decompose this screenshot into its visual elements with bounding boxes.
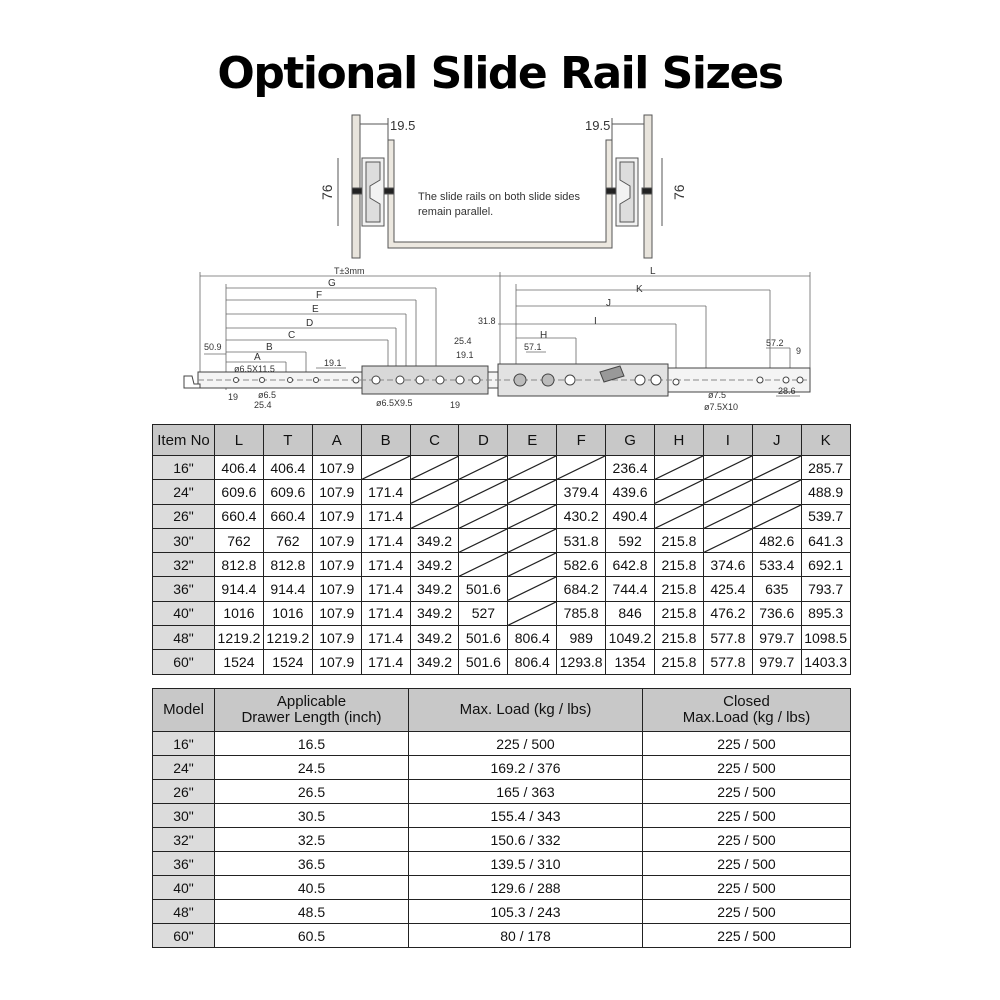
table-row (153, 900, 851, 924)
size-cell (410, 456, 459, 480)
item-no-cell: 30" (153, 528, 215, 552)
empty-cell-slash (508, 505, 556, 528)
load-cell: 48.5 (215, 900, 409, 924)
dim-57-1: 57.1 (524, 342, 542, 352)
table-row (153, 876, 851, 900)
dim-hole-e: ø7.5X10 (704, 402, 739, 412)
size-cell: 406.4 (215, 456, 264, 480)
size-cell: 439.6 (606, 480, 655, 504)
empty-cell-slash (704, 529, 752, 552)
size-cell: 1098.5 (801, 626, 850, 650)
dim-hole-b: ø6.5 (258, 390, 277, 400)
size-cell (508, 456, 557, 480)
size-cell: 374.6 (703, 553, 752, 577)
header-line: Closed (723, 693, 770, 711)
dim-25-4-bottom: 25.4 (254, 400, 272, 410)
size-cell: 812.8 (215, 553, 264, 577)
table-row (153, 780, 851, 804)
size-cell: 1219.2 (215, 626, 264, 650)
size-cell: 349.2 (410, 528, 459, 552)
dim-C: C (288, 330, 296, 341)
empty-cell-slash (411, 505, 459, 528)
size-table-body (153, 456, 851, 675)
dim-I: I (594, 316, 597, 327)
empty-cell-slash (459, 505, 507, 528)
size-cell: 660.4 (263, 504, 312, 528)
size-cell (459, 456, 508, 480)
empty-cell-slash (508, 456, 556, 479)
load-cell: 32.5 (215, 828, 409, 852)
empty-cell-slash (508, 553, 556, 576)
technical-drawing (0, 0, 1000, 420)
size-cell: 107.9 (312, 456, 361, 480)
table-row (153, 480, 851, 504)
size-cell (508, 553, 557, 577)
load-cell: 225 / 500 (643, 780, 851, 804)
size-cell: 914.4 (215, 577, 264, 601)
size-cell: 577.8 (703, 650, 752, 674)
size-cell (703, 528, 752, 552)
load-cell: 36.5 (215, 852, 409, 876)
table-row (153, 626, 851, 650)
size-cell: 107.9 (312, 553, 361, 577)
size-cell: 641.3 (801, 528, 850, 552)
size-cell: 806.4 (508, 626, 557, 650)
dim-9: 9 (796, 346, 802, 356)
item-no-cell: 24" (153, 480, 215, 504)
model-cell: 26" (153, 780, 215, 804)
size-cell: 736.6 (752, 601, 801, 625)
dim-E: E (312, 304, 319, 315)
size-cell (703, 480, 752, 504)
size-cell: 406.4 (263, 456, 312, 480)
size-cell: 501.6 (459, 626, 508, 650)
load-cell: 225 / 500 (643, 876, 851, 900)
size-cell (508, 504, 557, 528)
size-cell: 476.2 (703, 601, 752, 625)
dim-19-5-left: 19.5 (390, 118, 416, 133)
size-cell (752, 504, 801, 528)
load-cell: 225 / 500 (643, 756, 851, 780)
size-cell: 349.2 (410, 577, 459, 601)
size-cell (703, 456, 752, 480)
load-cell: 225 / 500 (643, 732, 851, 756)
size-col-header: T (263, 425, 312, 456)
size-cell: 592 (606, 528, 655, 552)
item-no-cell: 40" (153, 601, 215, 625)
load-cell: 60.5 (215, 924, 409, 948)
empty-cell-slash (753, 480, 801, 503)
size-cell: 1524 (263, 650, 312, 674)
size-cell: 501.6 (459, 577, 508, 601)
size-cell: 979.7 (752, 650, 801, 674)
drawing-note-line1: The slide rails on both slide sides (418, 191, 581, 203)
table-row (153, 804, 851, 828)
size-cell: 609.6 (215, 480, 264, 504)
load-cell: 225 / 500 (643, 924, 851, 948)
table-row (153, 504, 851, 528)
load-cell: 40.5 (215, 876, 409, 900)
size-cell: 1524 (215, 650, 264, 674)
size-col-header: J (752, 425, 801, 456)
size-cell: 785.8 (557, 601, 606, 625)
dim-F: F (316, 290, 323, 301)
size-cell: 107.9 (312, 626, 361, 650)
size-cell: 107.9 (312, 650, 361, 674)
size-cell (410, 504, 459, 528)
size-cell: 1403.3 (801, 650, 850, 674)
size-cell: 744.4 (606, 577, 655, 601)
load-cell: 80 / 178 (409, 924, 643, 948)
table-row (153, 601, 851, 625)
load-col-header (643, 689, 851, 732)
cross-section-view (338, 115, 662, 258)
load-cell: 16.5 (215, 732, 409, 756)
size-cell: 577.8 (703, 626, 752, 650)
load-cell: 225 / 500 (409, 732, 643, 756)
size-cell (459, 528, 508, 552)
size-cell (508, 601, 557, 625)
dim-19-1-left: 19.1 (324, 358, 342, 368)
load-cell: 139.5 / 310 (409, 852, 643, 876)
size-cell: 171.4 (361, 626, 410, 650)
load-cell: 169.2 / 376 (409, 756, 643, 780)
model-cell: 48" (153, 900, 215, 924)
dim-D: D (306, 318, 314, 329)
size-cell: 1354 (606, 650, 655, 674)
empty-cell-slash (459, 553, 507, 576)
size-cell: 215.8 (655, 528, 704, 552)
size-col-header: K (801, 425, 850, 456)
model-cell: 36" (153, 852, 215, 876)
size-cell: 349.2 (410, 601, 459, 625)
size-cell: 539.7 (801, 504, 850, 528)
load-col-header (409, 689, 643, 732)
size-cell (459, 480, 508, 504)
size-cell: 1049.2 (606, 626, 655, 650)
table-row (153, 528, 851, 552)
item-no-cell: 60" (153, 650, 215, 674)
dim-19-1-right: 19.1 (456, 350, 474, 360)
table-row (153, 756, 851, 780)
size-cell (752, 480, 801, 504)
dim-A: A (254, 352, 261, 363)
load-cell: 105.3 / 243 (409, 900, 643, 924)
dim-hole-c: ø6.5X9.5 (376, 398, 413, 408)
page-title: Optional Slide Rail Sizes (217, 48, 783, 99)
load-cell: 30.5 (215, 804, 409, 828)
size-cell: 642.8 (606, 553, 655, 577)
size-cell: 215.8 (655, 650, 704, 674)
load-table-header (153, 689, 851, 732)
size-cell (508, 528, 557, 552)
model-cell: 60" (153, 924, 215, 948)
size-cell: 107.9 (312, 577, 361, 601)
size-col-header: B (361, 425, 410, 456)
size-col-header: E (508, 425, 557, 456)
load-cell: 225 / 500 (643, 804, 851, 828)
size-col-header: F (557, 425, 606, 456)
header-line: Drawer Length (inch) (241, 709, 382, 726)
size-cell: 635 (752, 577, 801, 601)
size-cell (459, 504, 508, 528)
empty-cell-slash (459, 529, 507, 552)
empty-cell-slash (557, 456, 605, 479)
size-col-header: C (410, 425, 459, 456)
load-col-header (215, 689, 409, 732)
size-cell: 692.1 (801, 553, 850, 577)
size-cell: 349.2 (410, 626, 459, 650)
empty-cell-slash (508, 529, 556, 552)
size-cell: 846 (606, 601, 655, 625)
dim-hole-d: ø7.5 (708, 390, 727, 400)
table-row (153, 456, 851, 480)
dim-19-5-right: 19.5 (585, 118, 611, 133)
size-cell: 914.4 (263, 577, 312, 601)
size-cell: 989 (557, 626, 606, 650)
size-cell: 107.9 (312, 528, 361, 552)
empty-cell-slash (704, 480, 752, 503)
size-cell: 236.4 (606, 456, 655, 480)
size-cell: 215.8 (655, 601, 704, 625)
size-table (152, 424, 851, 675)
load-table (152, 688, 851, 948)
size-cell: 812.8 (263, 553, 312, 577)
empty-cell-slash (411, 480, 459, 503)
empty-cell-slash (508, 602, 556, 625)
size-cell: 215.8 (655, 626, 704, 650)
size-cell: 425.4 (703, 577, 752, 601)
size-cell: 762 (215, 528, 264, 552)
size-cell: 215.8 (655, 553, 704, 577)
load-cell: 165 / 363 (409, 780, 643, 804)
size-cell: 609.6 (263, 480, 312, 504)
empty-cell-slash (753, 505, 801, 528)
size-cell: 349.2 (410, 650, 459, 674)
size-cell: 482.6 (752, 528, 801, 552)
size-cell (655, 480, 704, 504)
size-cell: 895.3 (801, 601, 850, 625)
empty-cell-slash (362, 456, 410, 479)
size-col-header: H (655, 425, 704, 456)
dim-H: H (540, 330, 548, 341)
table-row (153, 828, 851, 852)
dim-B: B (266, 342, 273, 353)
size-cell: 430.2 (557, 504, 606, 528)
empty-cell-slash (655, 456, 703, 479)
size-cell: 660.4 (215, 504, 264, 528)
size-col-header: I (703, 425, 752, 456)
dim-76-left: 76 (319, 184, 335, 200)
size-cell: 533.4 (752, 553, 801, 577)
size-cell: 171.4 (361, 480, 410, 504)
dim-K: K (636, 284, 643, 295)
dim-57-2: 57.2 (766, 338, 784, 348)
size-cell: 349.2 (410, 553, 459, 577)
load-cell: 225 / 500 (643, 900, 851, 924)
model-cell: 32" (153, 828, 215, 852)
size-cell: 1016 (215, 601, 264, 625)
item-no-cell: 36" (153, 577, 215, 601)
model-cell: 40" (153, 876, 215, 900)
header-line: Max. Load (kg / lbs) (459, 701, 592, 719)
empty-cell-slash (508, 480, 556, 503)
load-cell: 24.5 (215, 756, 409, 780)
size-col-header: G (606, 425, 655, 456)
size-cell (703, 504, 752, 528)
empty-cell-slash (704, 456, 752, 479)
size-cell: 171.4 (361, 601, 410, 625)
load-col-header (153, 689, 215, 732)
size-cell: 490.4 (606, 504, 655, 528)
size-cell: 582.6 (557, 553, 606, 577)
model-cell: 24" (153, 756, 215, 780)
empty-cell-slash (459, 456, 507, 479)
table-row (153, 732, 851, 756)
empty-cell-slash (753, 456, 801, 479)
size-cell (459, 553, 508, 577)
size-cell: 107.9 (312, 480, 361, 504)
size-cell: 527 (459, 601, 508, 625)
size-cell (557, 456, 606, 480)
table-row (153, 577, 851, 601)
size-cell: 171.4 (361, 577, 410, 601)
size-cell: 1219.2 (263, 626, 312, 650)
item-no-cell: 48" (153, 626, 215, 650)
size-cell (361, 456, 410, 480)
empty-cell-slash (655, 505, 703, 528)
load-table-body (153, 732, 851, 948)
size-cell: 793.7 (801, 577, 850, 601)
slide-rail-diagram (0, 0, 1000, 420)
size-cell: 1293.8 (557, 650, 606, 674)
header-line: Model (163, 701, 204, 719)
size-cell: 107.9 (312, 504, 361, 528)
dim-19-left: 19 (228, 392, 239, 402)
size-cell (752, 456, 801, 480)
header-line: Applicable (276, 693, 347, 711)
dim-50-9: 50.9 (204, 342, 222, 352)
size-cell: 531.8 (557, 528, 606, 552)
size-cell (655, 456, 704, 480)
size-col-header: A (312, 425, 361, 456)
load-cell: 225 / 500 (643, 828, 851, 852)
header-line: Max.Load (kg / lbs) (682, 709, 811, 726)
size-cell: 762 (263, 528, 312, 552)
load-cell: 155.4 / 343 (409, 804, 643, 828)
item-no-cell: 32" (153, 553, 215, 577)
size-cell (410, 480, 459, 504)
dim-J: J (606, 298, 611, 309)
dim-T: T±3mm (334, 266, 365, 276)
size-cell: 107.9 (312, 601, 361, 625)
size-table-header (153, 425, 851, 456)
size-col-header: D (459, 425, 508, 456)
table-row (153, 924, 851, 948)
size-cell: 215.8 (655, 577, 704, 601)
table-row (153, 650, 851, 674)
table-row (153, 553, 851, 577)
dim-31-8: 31.8 (478, 316, 496, 326)
table-row (153, 852, 851, 876)
size-cell: 806.4 (508, 650, 557, 674)
load-cell: 150.6 / 332 (409, 828, 643, 852)
dim-28-6: 28.6 (778, 386, 796, 396)
dim-25-4-top: 25.4 (454, 336, 472, 346)
size-cell: 501.6 (459, 650, 508, 674)
drawing-note-line2: remain parallel. (418, 206, 494, 218)
size-cell: 684.2 (557, 577, 606, 601)
size-cell: 171.4 (361, 528, 410, 552)
size-cell: 285.7 (801, 456, 850, 480)
size-cell: 1016 (263, 601, 312, 625)
size-cell: 171.4 (361, 553, 410, 577)
size-cell: 171.4 (361, 650, 410, 674)
empty-cell-slash (508, 577, 556, 600)
model-cell: 30" (153, 804, 215, 828)
size-col-header: L (215, 425, 264, 456)
size-cell: 171.4 (361, 504, 410, 528)
dim-L: L (650, 266, 656, 277)
size-cell: 488.9 (801, 480, 850, 504)
model-cell: 16" (153, 732, 215, 756)
size-cell (508, 480, 557, 504)
size-cell (508, 577, 557, 601)
load-cell: 129.6 / 288 (409, 876, 643, 900)
size-cell: 379.4 (557, 480, 606, 504)
dim-76-right: 76 (671, 184, 687, 200)
empty-cell-slash (459, 480, 507, 503)
item-no-cell: 26" (153, 504, 215, 528)
item-no-cell: 16" (153, 456, 215, 480)
size-cell (655, 504, 704, 528)
empty-cell-slash (704, 505, 752, 528)
dim-hole-a: ø6.5X11.5 (234, 364, 275, 374)
dim-19-mid: 19 (450, 400, 461, 410)
size-col-header: Item No (153, 425, 215, 456)
dim-G: G (328, 278, 336, 289)
empty-cell-slash (411, 456, 459, 479)
load-cell: 26.5 (215, 780, 409, 804)
size-cell: 979.7 (752, 626, 801, 650)
empty-cell-slash (655, 480, 703, 503)
load-cell: 225 / 500 (643, 852, 851, 876)
